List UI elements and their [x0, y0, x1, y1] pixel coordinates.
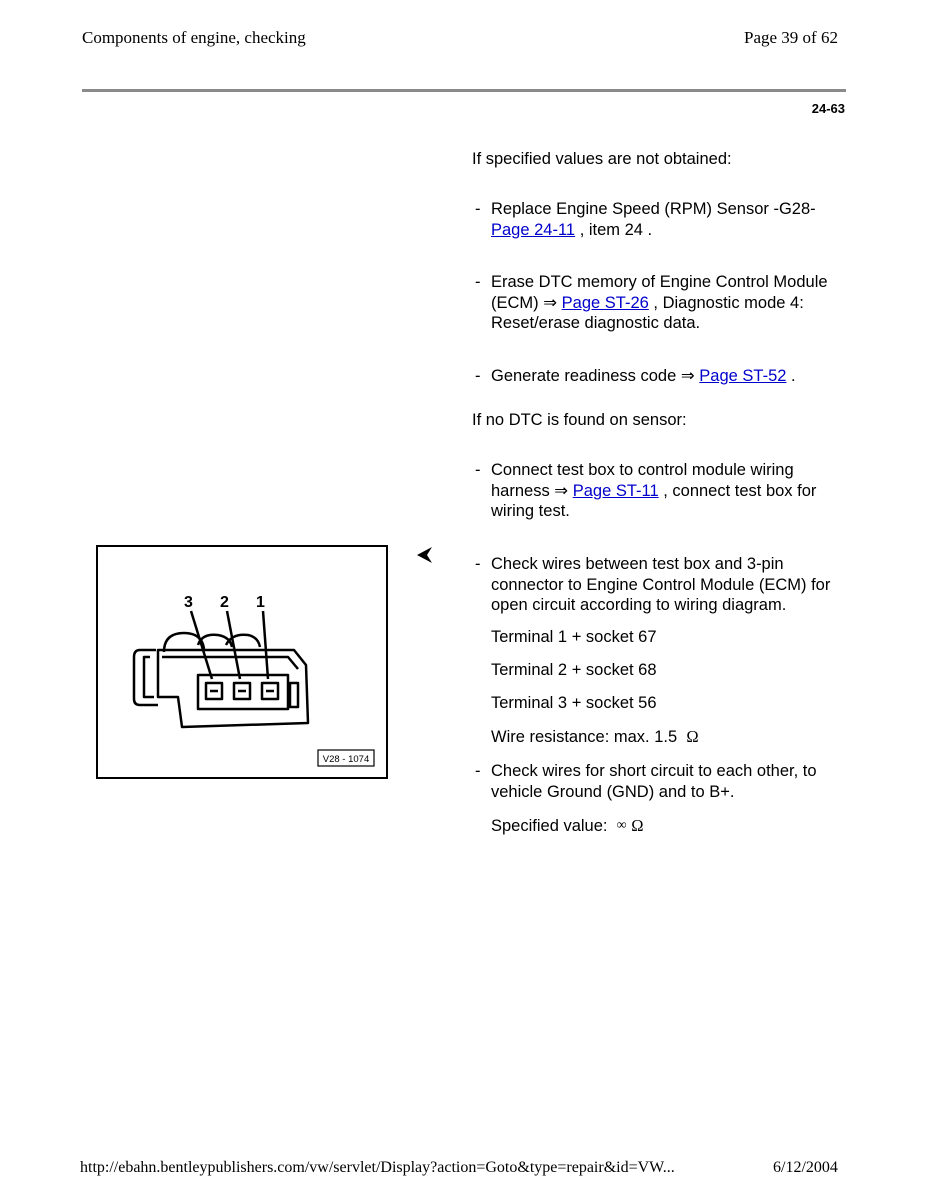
list-item-text	[491, 366, 796, 387]
list-item-text: harness	[491, 481, 555, 500]
link-page-st-52[interactable]: Page ST-52	[699, 367, 787, 385]
page-number: Page 39 of 62	[744, 28, 838, 47]
list-item-text: .	[786, 367, 796, 385]
list-item-text	[491, 481, 816, 502]
list-item-text: connector to Engine Control Module (ECM) for	[491, 575, 831, 594]
list-item-text: Reset/erase diagnostic data.	[491, 314, 701, 332]
document-title: Components of engine, checking	[82, 28, 306, 47]
header-divider	[82, 89, 846, 92]
connector-drawing	[98, 547, 386, 777]
ohm-symbol: Ω	[631, 816, 644, 835]
list-item-text: vehicle Ground (GND) and to B+.	[491, 782, 735, 801]
wire-resistance-label: Wire resistance: max. 1.5	[491, 728, 678, 746]
list-item-text: Generate readiness code	[491, 367, 681, 385]
heading-not-obtained: If specified values are not obtained:	[472, 150, 732, 168]
terminal-1: Terminal 1 + socket 67	[491, 628, 657, 646]
arrow-icon: ⇒	[543, 292, 558, 312]
list-item-text: , item 24 .	[575, 220, 653, 239]
list-item-text	[491, 220, 652, 241]
list-item-text: , Diagnostic mode 4:	[648, 293, 804, 312]
list-item-text: wiring test.	[491, 502, 570, 520]
bullet-dash: -	[475, 461, 481, 479]
footer-date: 6/12/2004	[773, 1159, 838, 1176]
figure-pointer-icon	[416, 546, 434, 564]
infinity-symbol: ∞	[616, 818, 627, 833]
specified-value-label: Specified value:	[491, 817, 608, 835]
pin-label-3: 3	[184, 594, 193, 611]
arrow-icon: ⇒	[554, 480, 569, 500]
list-item-text: open circuit according to wiring diagram.	[491, 596, 787, 614]
bullet-dash: -	[475, 367, 481, 385]
ohm-symbol: Ω	[686, 727, 699, 746]
list-item-text: Check wires for short circuit to each other, to	[491, 762, 817, 780]
bullet-dash: -	[475, 200, 481, 218]
connector-figure	[96, 545, 388, 779]
list-item-connect-test-box	[491, 460, 846, 523]
list-item-text: (ECM)	[491, 293, 544, 312]
link-page-st-11[interactable]: Page ST-11	[572, 481, 659, 500]
link-page-24-11[interactable]: Page 24-11	[491, 220, 576, 239]
list-item-check-wires-open	[491, 554, 846, 617]
section-code: 24-63	[811, 101, 845, 116]
list-item-text: Check wires between test box and 3-pin	[491, 555, 784, 573]
bullet-dash: -	[475, 762, 481, 780]
terminal-3: Terminal 3 + socket 56	[491, 694, 657, 712]
list-item-check-short	[491, 761, 846, 803]
list-item-text: Replace Engine Speed (RPM) Sensor -G28-	[491, 200, 816, 218]
list-item-readiness	[491, 366, 846, 388]
list-item-text	[491, 293, 804, 314]
specified-value	[491, 816, 644, 837]
bullet-dash: -	[475, 273, 481, 291]
terminal-2: Terminal 2 + socket 68	[491, 661, 657, 679]
list-item-text: Erase DTC memory of Engine Control Module	[491, 273, 828, 291]
heading-no-dtc: If no DTC is found on sensor:	[472, 411, 687, 429]
pin-label-1: 1	[256, 594, 265, 611]
wire-resistance	[491, 727, 699, 748]
list-item-erase-dtc	[491, 272, 846, 335]
arrow-icon: ⇒	[680, 366, 695, 385]
bullet-dash: -	[475, 555, 481, 573]
figure-code: V28 - 1074	[322, 754, 370, 765]
list-item-text: , connect test box for	[658, 481, 817, 500]
list-item-replace-sensor	[491, 199, 846, 241]
footer-url: http://ebahn.bentleypublishers.com/vw/servlet/Display?action=Goto&type=repair&id=VW...	[80, 1159, 675, 1176]
pin-label-2: 2	[220, 594, 229, 611]
list-item-text: Connect test box to control module wiring	[491, 461, 794, 479]
link-page-st-26[interactable]: Page ST-26	[561, 293, 649, 312]
